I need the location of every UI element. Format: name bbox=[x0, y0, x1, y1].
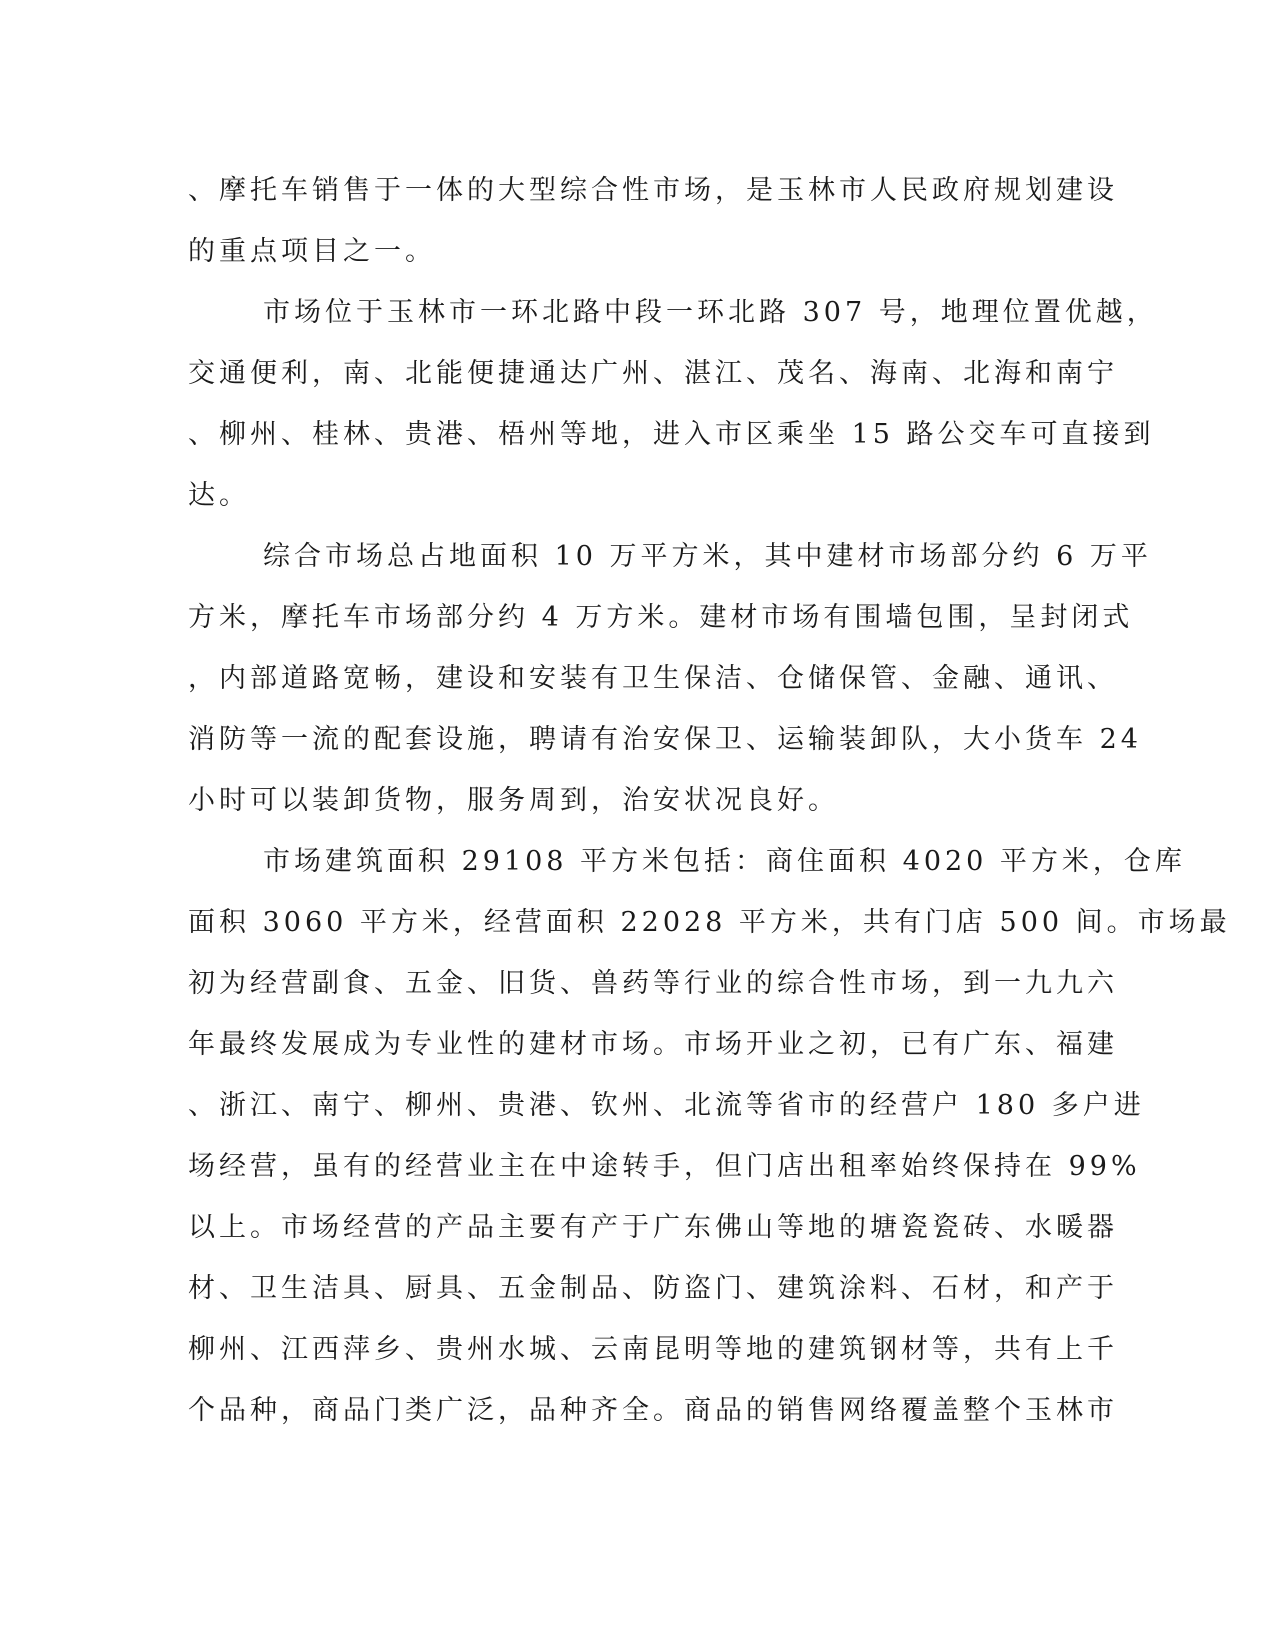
document-body bbox=[188, 160, 1231, 1441]
paragraph-start-line: 综合市场总占地面积 10 万平方米，其中建材市场部分约 6 万平 bbox=[263, 541, 1152, 572]
text-line: 以上。市场经营的产品主要有产于广东佛山等地的塘瓷瓷砖、水暖器 bbox=[188, 1212, 1118, 1243]
text-line: 达。 bbox=[188, 480, 250, 511]
text-line: 面积 3060 平方米，经营面积 22028 平方米，共有门店 500 间。市场最 bbox=[188, 907, 1231, 938]
paragraph-start-line: 市场建筑面积 29108 平方米包括：商住面积 4020 平方米，仓库 bbox=[263, 846, 1186, 877]
text-line: 柳州、江西萍乡、贵州水城、云南昆明等地的建筑钢材等，共有上千 bbox=[188, 1334, 1118, 1365]
text-line: 、浙江、南宁、柳州、贵港、钦州、北流等省市的经营户 180 多户进 bbox=[188, 1090, 1145, 1121]
text-line: 初为经营副食、五金、旧货、兽药等行业的综合性市场，到一九九六 bbox=[188, 968, 1118, 999]
text-line: ，内部道路宽畅，建设和安装有卫生保洁、仓储保管、金融、通讯、 bbox=[188, 663, 1118, 694]
text-line: 消防等一流的配套设施，聘请有治安保卫、运输装卸队，大小货车 24 bbox=[188, 724, 1142, 755]
text-line: 方米，摩托车市场部分约 4 万方米。建材市场有围墙包围，呈封闭式 bbox=[188, 602, 1134, 633]
text-line: 小时可以装卸货物，服务周到，治安状况良好。 bbox=[188, 785, 839, 816]
text-line: 交通便利，南、北能便捷通达广州、湛江、茂名、海南、北海和南宁 bbox=[188, 358, 1118, 389]
text-line: 年最终发展成为专业性的建材市场。市场开业之初，已有广东、福建 bbox=[188, 1029, 1118, 1060]
text-line: 场经营，虽有的经营业主在中途转手，但门店出租率始终保持在 99% bbox=[188, 1151, 1141, 1182]
text-line: 材、卫生洁具、厨具、五金制品、防盗门、建筑涂料、石材，和产于 bbox=[188, 1273, 1118, 1304]
text-line: 、摩托车销售于一体的大型综合性市场，是玉林市人民政府规划建设 bbox=[188, 175, 1118, 206]
paragraph-start-line: 市场位于玉林市一环北路中段一环北路 307 号，地理位置优越， bbox=[263, 297, 1158, 328]
text-line: 的重点项目之一。 bbox=[188, 236, 436, 267]
text-line: 个品种，商品门类广泛，品种齐全。商品的销售网络覆盖整个玉林市 bbox=[188, 1395, 1118, 1426]
text-line: 、柳州、桂林、贵港、梧州等地，进入市区乘坐 15 路公交车可直接到 bbox=[188, 419, 1155, 450]
